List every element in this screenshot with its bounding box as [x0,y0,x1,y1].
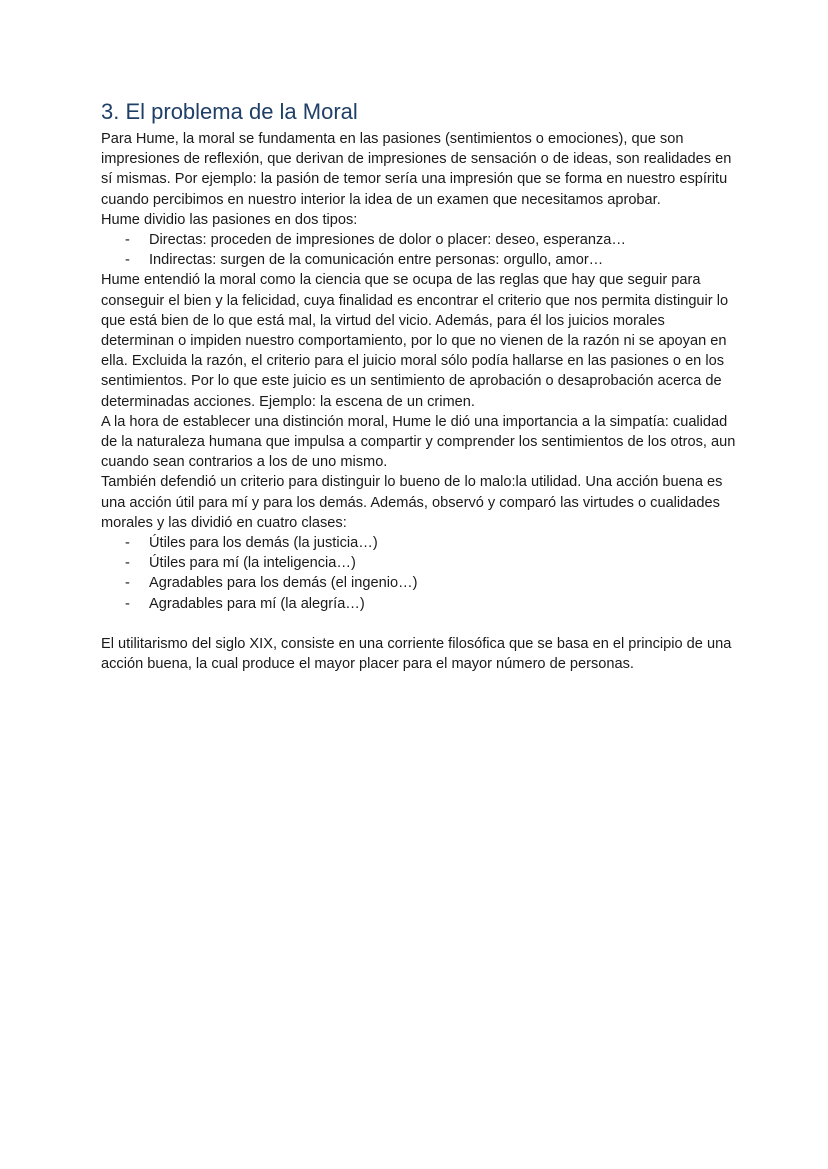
paragraph-simpatia: A la hora de establecer una distinción moral, Hume le dió una importancia a la simpatía: cualidad de la naturaleza humana que impulsa a compartir y comprender los sentimientos de los otros, aun cuando sean contrarios a los de uno mismo. [101,413,736,471]
paragraph-division: Hume dividio las pasiones en dos tipos: [101,211,358,228]
section-heading: 3. El problema de la Moral [101,99,358,124]
list-item: - Indirectas: surgen de la comunicación entre personas: orgullo, amor… [101,250,741,270]
paragraph-utilidad: También defendió un criterio para distinguir lo bueno de lo malo:la utilidad. Una acción buena es una acción útil para mí y para los demás. Además, observó y comparó las virtudes o cualidades morales y las dividió en cuatro clases: [101,474,723,531]
list-item: - Útiles para los demás (la justicia…) [101,533,741,553]
list-item: - Agradables para mí (la alegría…) [101,594,741,614]
blank-line [101,614,741,634]
paragraph-moral-ciencia: Hume entendió la moral como la ciencia que se ocupa de las reglas que hay que seguir para conseguir el bien y la felicidad, cuya finalidad es encontrar el criterio que nos permita distinguir lo que está bien de lo que está mal, la virtud del vicio. Además, para él los juicios morales determinan o impiden nuestro comportamiento, por lo que no vienen de la razón ni se apoyan en ella. Excluida la razón, el criterio para el juicio moral sólo podía hallarse en las pasiones o en los sentimientos. Por lo que este juicio es un sentimiento de aprobación o desaprobación acerca de determinadas acciones. Ejemplo: la escena de un crimen. [101,272,729,410]
list-item: - Agradables para los demás (el ingenio…) [101,573,741,593]
bullet-dash: - [125,232,130,249]
pasiones-list [101,230,741,270]
document-page [101,98,741,674]
paragraph-pasiones-intro: Para Hume, la moral se fundamenta en las pasiones (sentimientos o emociones), que son impresiones de reflexión, que derivan de impresiones de sensación o de ideas, son realidades en sí mismas. Por ejemplo: la pasión de temor sería una impresión que se forma en nuestro espíritu cuando percibimos en nuestro interior la idea de un examen que necesitamos aprobar. [101,131,732,208]
bullet-dash: - [125,535,130,552]
list-item: - Directas: proceden de impresiones de dolor o placer: deseo, esperanza… [101,230,741,250]
virtudes-list [101,533,741,614]
bullet-dash: - [125,252,130,269]
bullet-dash: - [125,575,130,592]
list-item: - Útiles para mí (la inteligencia…) [101,553,741,573]
paragraph-utilitarismo: El utilitarismo del siglo XIX, consiste en una corriente filosófica que se basa en el principio de una acción buena, la cual produce el mayor placer para el mayor número de personas. [101,635,732,673]
bullet-dash: - [125,595,130,612]
bullet-dash: - [125,555,130,572]
